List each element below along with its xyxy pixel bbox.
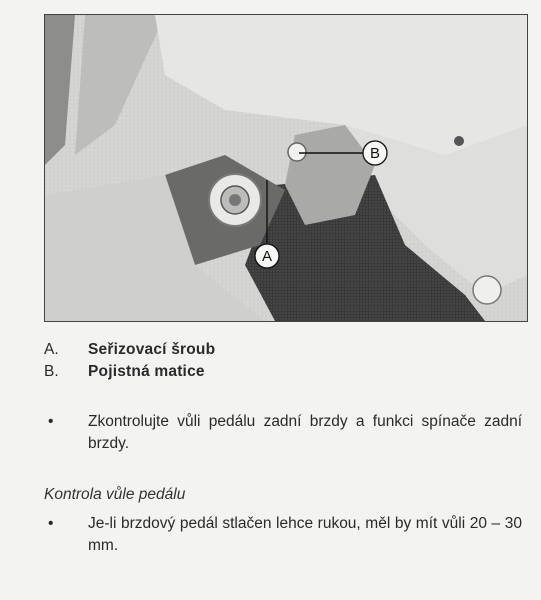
instruction-item (44, 513, 522, 557)
callout-a-label: A (261, 248, 273, 265)
legend-letter: A. (44, 341, 59, 358)
instruction-list (44, 411, 522, 455)
legend (44, 339, 215, 383)
bullet-marker: • (48, 515, 54, 532)
instruction-text: Je-li brzdový pedál stlačen lehce rukou, měl by mít vůli 20 – 30 mm. (88, 515, 522, 554)
instruction-item (44, 411, 522, 455)
legend-item (44, 339, 215, 361)
photo-illustration (45, 15, 527, 321)
instruction-text: Zkontrolujte vůli pedálu zadní brzdy a funkci spínače zadní brzdy. (88, 413, 522, 452)
brake-pedal-photo (44, 14, 528, 322)
bullet-marker: • (48, 413, 54, 430)
section-instruction-list (44, 513, 522, 557)
legend-letter: B. (44, 363, 59, 380)
callout-b-label: B (369, 145, 381, 162)
legend-item (44, 361, 215, 383)
legend-text: Pojistná matice (88, 363, 205, 380)
legend-text: Seřizovací šroub (88, 341, 216, 358)
section-heading: Kontrola vůle pedálu (44, 486, 186, 503)
